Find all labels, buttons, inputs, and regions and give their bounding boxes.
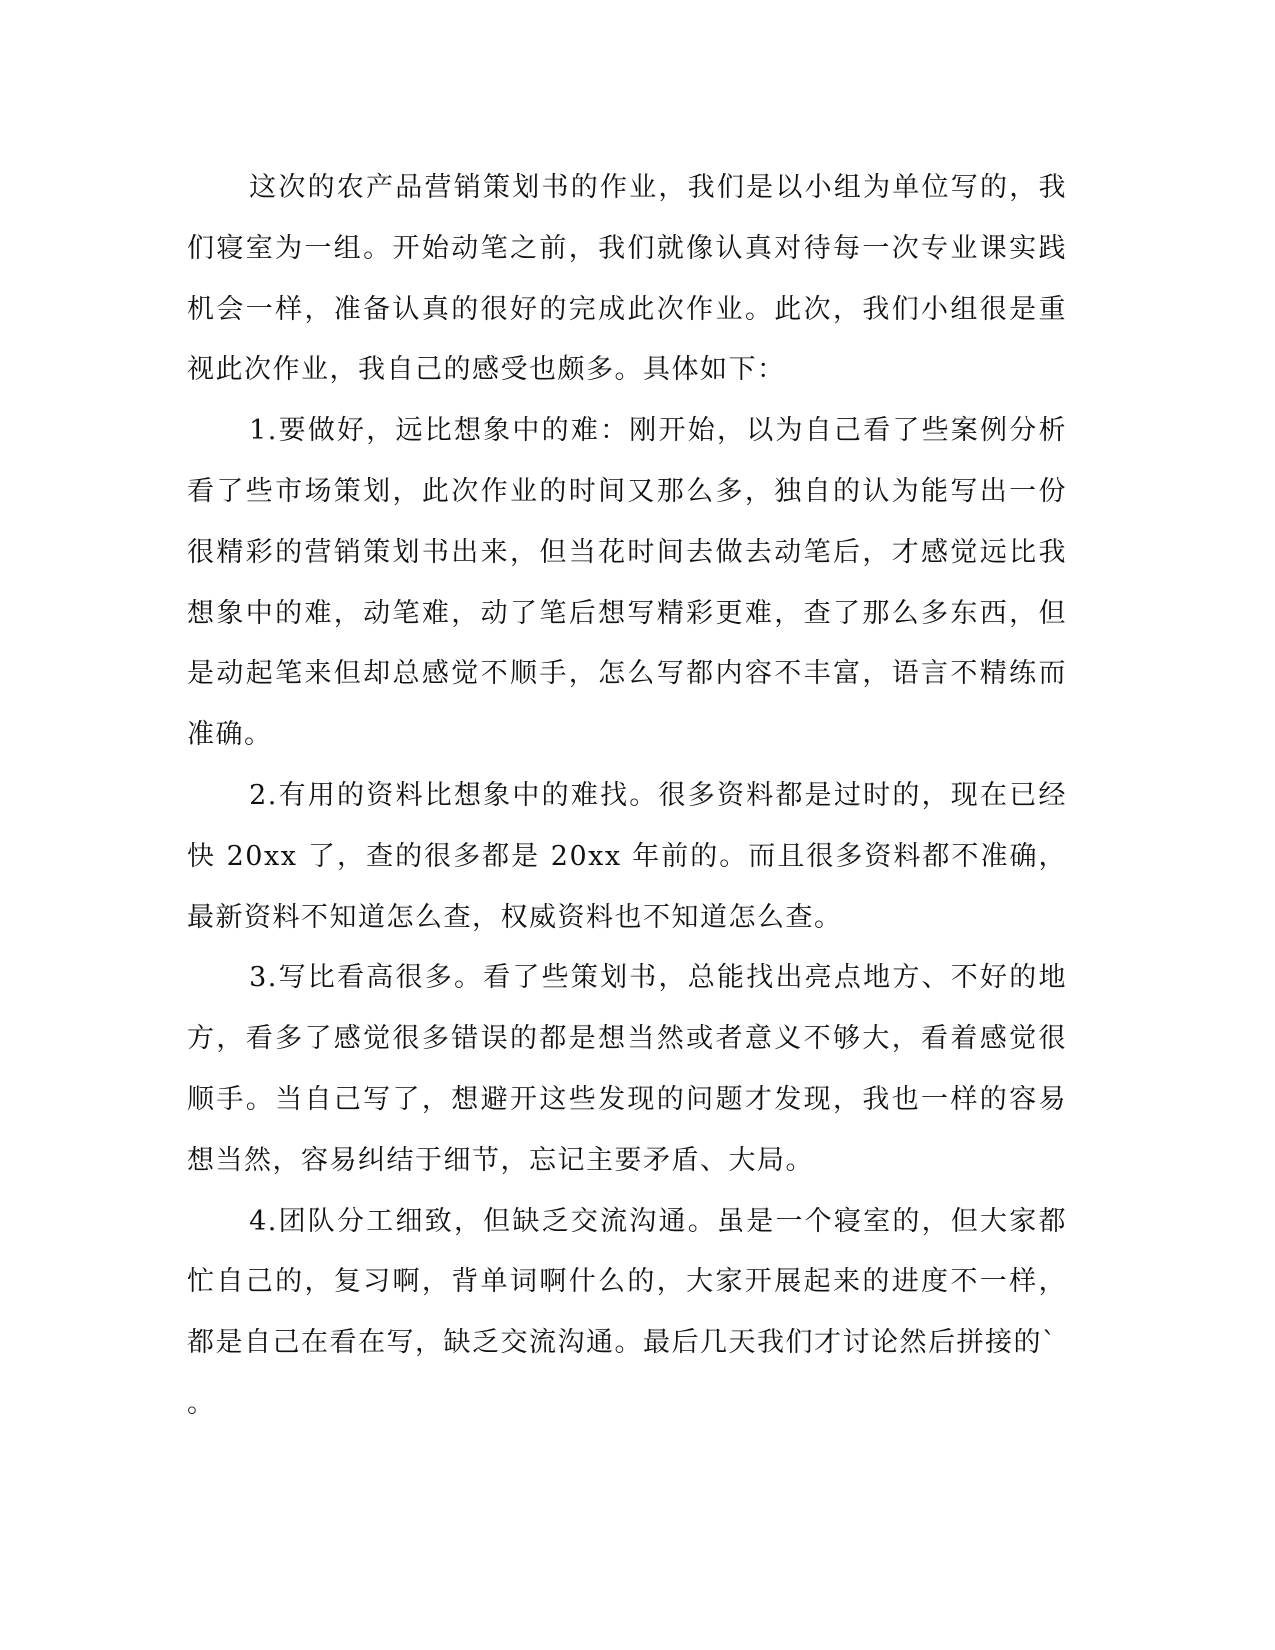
paragraph-point-4: 4.团队分工细致，但缺乏交流沟通。虽是一个寝室的，但大家都忙自己的，复习啊，背单词啊什么的，大家开展起来的进度不一样，都是自己在看在写，缺乏交流沟通。最后几天我们才讨论然后拼接的`: [187, 1205, 1067, 1359]
paragraph-point-1: 1.要做好，远比想象中的难：刚开始，以为自己看了些案例分析看了些市场策划，此次作业的时间又那么多，独自的认为能写出一份很精彩的营销策划书出来，但当花时间去做去动笔后，才感觉远比我想象中的难，动笔难，动了笔后想写精彩更难，查了那么多东西，但是动起笔来但却总感觉不顺手，怎么写都内容不丰富，语言不精练而准确。: [187, 415, 1067, 751]
paragraph-point-2: 2.有用的资料比想象中的难找。很多资料都是过时的，现在已经快 20xx 了，查的很多都是 20xx 年前的。而且很多资料都不准确，最新资料不知道怎么查，权威资料也不知道怎么查。: [187, 779, 1067, 933]
paragraph-tail: 。: [187, 1387, 216, 1419]
paragraph-point-3: 3.写比看高很多。看了些策划书，总能找出亮点地方、不好的地方，看多了感觉很多错误的都是想当然或者意义不够大，看着感觉很顺手。当自己写了，想避开这些发现的问题才发现，我也一样的容易想当然，容易纠结于细节，忘记主要矛盾、大局。: [187, 962, 1067, 1176]
document-body: [187, 158, 1067, 1435]
paragraph-intro: 这次的农产品营销策划书的作业，我们是以小组为单位写的，我们寝室为一组。开始动笔之前，我们就像认真对待每一次专业课实践机会一样，准备认真的很好的完成此次作业。此次，我们小组很是重视此次作业，我自己的感受也颇多。具体如下：: [187, 172, 1067, 386]
